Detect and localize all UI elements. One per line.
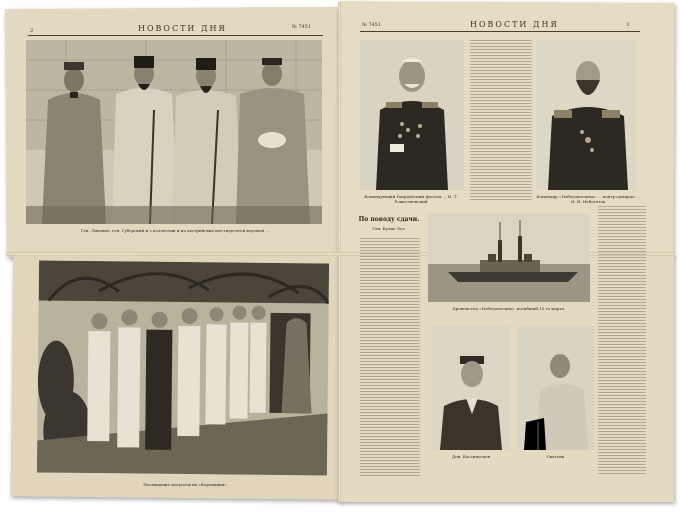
article-headline: По поводу сдачи. xyxy=(358,216,420,223)
officer-bottom-right-caption: Скаттик. xyxy=(546,454,566,459)
officer-bottom-left-caption: Ден. Кассиносцев xyxy=(452,454,490,459)
right-page-number: 3 xyxy=(626,22,630,28)
admiral-portrait-right xyxy=(536,40,636,190)
battleship-photo xyxy=(428,214,590,302)
sailors-consecration-photo xyxy=(37,260,329,475)
left-page-number: 2 xyxy=(30,28,34,34)
generals-photo-caption: Ген. Линевич, ген. Губерский и с коллегами и на австрийских шестидесятой ведомой ... xyxy=(80,228,270,233)
officer-portrait-bottom-right xyxy=(518,326,594,450)
admiral-left-caption: Командующий Гвардейским флотом ... И. Т. Рожественский xyxy=(364,194,458,204)
left-header-rule xyxy=(28,35,323,36)
left-issue-number: № 7451 xyxy=(292,24,312,30)
article-subheadline: Ген. Булыг Эст. xyxy=(372,226,406,231)
admiral-portrait-left xyxy=(360,40,464,190)
right-header-rule xyxy=(360,31,640,32)
battleship-caption: Броненосец «Победоносцев», погибший 15 го марта. xyxy=(452,306,566,311)
officer-portrait-bottom-left xyxy=(432,326,510,450)
article-text-right-column xyxy=(598,206,646,476)
left-masthead: НОВОСТИ ДНЯ xyxy=(138,24,227,33)
generals-photo xyxy=(26,40,322,224)
article-text-column-1 xyxy=(360,238,420,478)
right-masthead: НОВОСТИ ДНЯ xyxy=(470,20,559,29)
sailors-photo-caption: Посвящение матросов на «Коронации» xyxy=(143,482,227,487)
right-issue-number: № 7451 xyxy=(362,22,382,28)
admiral-right-caption: Командир «Победоносцева» ... контр-адмирал ... Н. И. Небогатов xyxy=(536,194,640,204)
article-text-top-middle xyxy=(470,40,532,200)
